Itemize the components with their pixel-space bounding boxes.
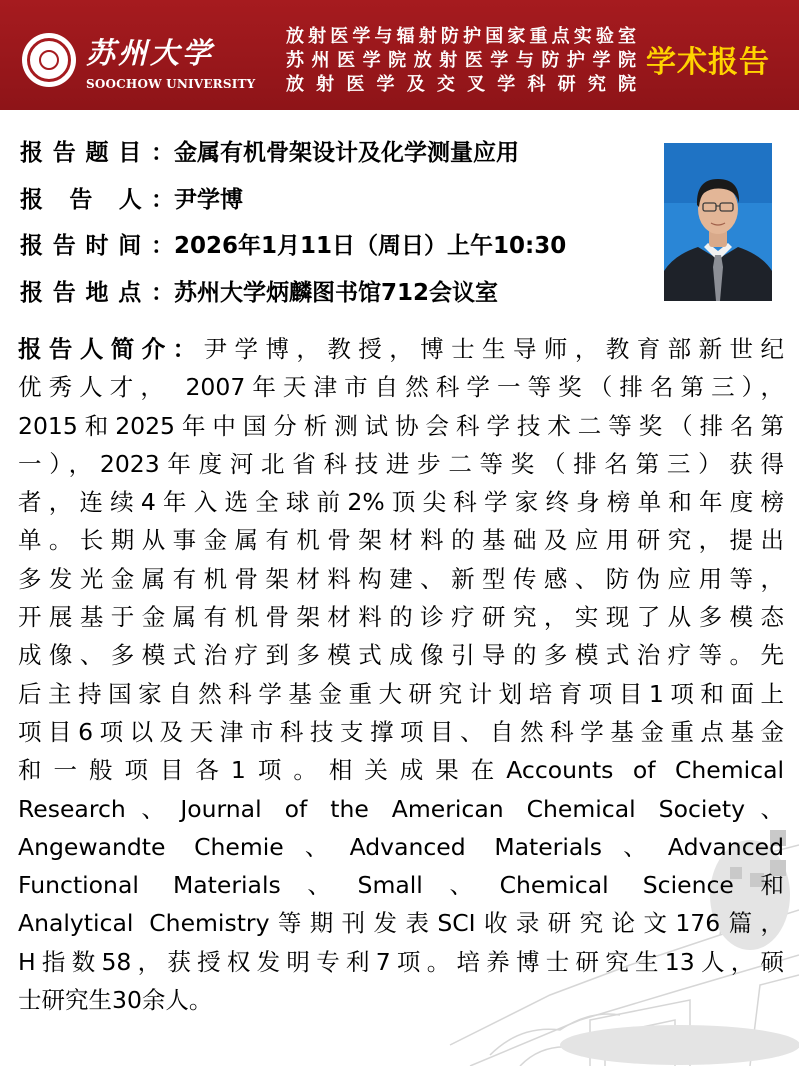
report-type-label: 学术报告 [646,45,770,80]
bio-line: 成像、多模式治疗到多模式成像引导的多模式治疗等。先 [18,641,784,670]
bio-line: 开展基于金属有机骨架材料的诊疗研究，实现了从多模态 [18,603,784,632]
bio-line: Functional Materials、Small、Chemical Science和 [18,871,784,900]
institution-line: 苏州医学院放射医学与防护学院 [286,50,636,71]
bio-line: 者，连续4年入选全球前2%顶尖科学家终身榜单和年度榜 [18,488,784,517]
bio-line: 2015和2025年中国分析测试协会科学技术二等奖（排名第 [18,411,784,440]
university-name-en: SOOCHOW UNIVERSITY [86,77,256,91]
info-row-location [20,276,660,323]
bio-line: 一），2023年度河北省科技进步二等奖（排名第三）获得 [18,449,784,478]
talk-info [20,136,660,322]
university-seal-icon [22,33,76,87]
institution-list [286,25,636,97]
speaker-name: 尹学博 [174,186,243,213]
info-label: 报告题目： [20,140,174,166]
bio-line [18,330,784,368]
bio-line: Angewandte Chemie、Advanced Materials、Advanced [18,832,784,861]
info-row-time [20,229,660,276]
bio-line: 优秀人才， 2007年天津市自然科学一等奖（排名第三）， [18,373,784,402]
talk-title: 金属有机骨架设计及化学测量应用 [174,140,519,166]
university-name-cn: 苏州大学 [86,36,215,70]
bio-line: 和一般项目各1项。相关成果在Accounts of Chemical [18,756,784,785]
bio-text: 尹学博，教授，博士生导师，教育部新世纪 [203,335,784,363]
speaker-photo [664,143,772,301]
header-banner [0,0,799,110]
institution-line: 放射医学及交叉学科研究院 [286,74,636,95]
talk-location: 苏州大学炳麟图书馆712会议室 [174,279,499,306]
bio-heading: 报告人简介： [18,335,204,363]
bio-line: Research、Journal of the American Chemical Society、 [18,794,784,823]
bio-line: 士研究生30余人。 [18,986,213,1015]
bio-line: 多发光金属有机骨架材料构建、新型传感、防伪应用等， [18,564,784,593]
bio-line: 项目6项以及天津市科技支撑项目、自然科学基金重点基金 [18,717,784,746]
info-label: 报告地点： [20,279,174,306]
info-row-speaker [20,183,660,230]
institution-line: 放射医学与辐射防护国家重点实验室 [286,26,636,47]
info-row-title [20,136,660,183]
bio-line: 单。长期从事金属有机骨架材料的基础及应用研究，提出 [18,526,784,555]
info-label: 报告时间： [20,233,174,259]
bio-line: Analytical Chemistry等期刊发表SCI收录研究论文176篇， [18,909,784,938]
bio-line: 后主持国家自然科学基金重大研究计划培育项目1项和面上 [18,679,784,708]
talk-time: 2026年1月11日（周日）上午10:30 [174,233,567,259]
info-label: 报 告 人： [20,186,174,213]
speaker-bio [18,330,784,1019]
bio-line: H指数58，获授权发明专利7项。培养博士研究生13人，硕 [18,947,784,976]
